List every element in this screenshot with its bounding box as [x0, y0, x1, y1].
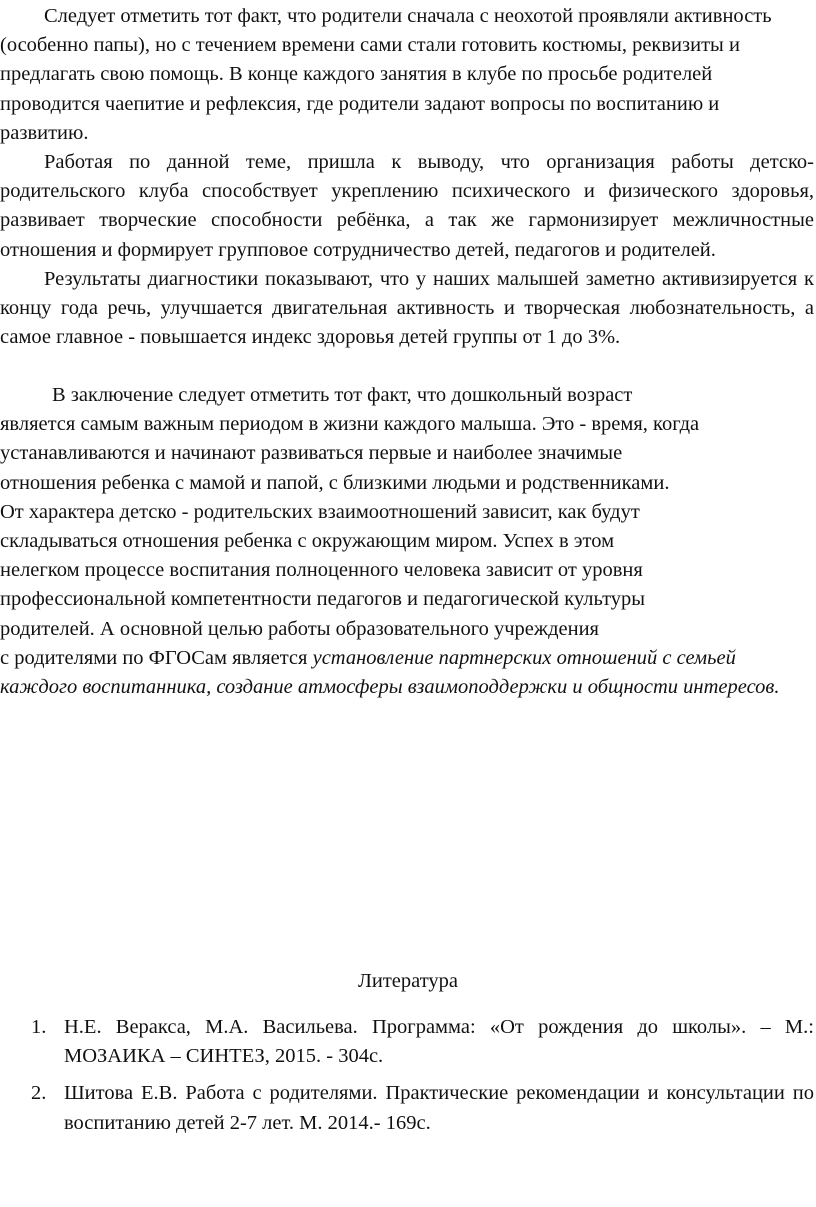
paragraph-club-conclusion: Работая по данной теме, пришла к выводу, что организация работы детско-родительского клуба способствует укреплению психического и физического здоровья, развивает творческие способности ребёнка, а так же гармонизирует межличностные отношения и формирует групповое сотрудничество детей, педагогов и родителей.	[0, 151, 814, 261]
conclusion-italic-text: установление партнерских отношений с семьей каждого воспитанника, создание атмосферы взаимоподдержки и общности интересов.	[0, 646, 780, 699]
literature-item-text: Шитова Е.В. Работа с родителями. Практические рекомендации и консультации по воспитанию детей 2-7 лет. М. 2014.- 169с.	[64, 1082, 814, 1134]
conclusion-line: В заключение следует отметить тот факт, что дошкольный возраст	[52, 384, 633, 406]
literature-item-number: 1.	[31, 1016, 47, 1038]
literature-list	[0, 1013, 816, 1146]
paragraph-parents-activity: Следует отметить тот факт, что родители сначала с неохотой проявляли активность (особенно папы), но с течением времени сами стали готовить костюмы, реквизиты и предлагать свою помощь. В конце каждого занятия в клубе по просьбе родителей проводится чаепитие и рефлексия, где родители задают вопросы по воспитанию и развитию.	[0, 5, 772, 144]
conclusion-plain-text: с родителями по ФГОСам является	[0, 646, 313, 669]
conclusion-line: устанавливаются и начинают развиваться первые и наиболее значимые	[0, 442, 623, 465]
conclusion-line: профессиональной компетентности педагогов и педагогической культуры	[0, 588, 646, 611]
paragraph-diagnostics-results: Результаты диагностики показывают, что у наших малышей заметно активизируется к концу года речь, улучшается двигательная активность и творческая любознательность, а самое главное - повышается индекс здоровья детей группы от 1 до 3%.	[0, 268, 814, 349]
conclusion-line: является самым важным периодом в жизни каждого малыша. Это - время, когда	[0, 413, 700, 436]
conclusion-last-lines	[0, 644, 790, 702]
literature-item	[0, 1079, 814, 1137]
conclusion-line: складываться отношения ребенка с окружающим миром. Успех в этом	[0, 530, 615, 553]
literature-item-text: Н.Е. Веракса, М.А. Васильева. Программа: «От рождения до школы». – М.: МОЗАИКА – СИНТЕЗ, 2015. - 304с.	[64, 1016, 814, 1068]
paragraph-final-conclusion	[0, 381, 814, 702]
literature-item-number: 2.	[31, 1082, 47, 1105]
conclusion-line: отношения ребенка с мамой и папой, с близкими людьми и родственниками.	[0, 471, 670, 494]
literature-title: Литература	[357, 970, 459, 992]
conclusion-line: нелегком процессе воспитания полноценного человека зависит от уровня	[0, 559, 643, 582]
conclusion-line: родителей. А основной целью работы образовательного учреждения	[0, 617, 599, 640]
conclusion-line: От характера детско - родительских взаимоотношений зависит, как будут	[0, 500, 640, 523]
literature-item	[0, 1013, 814, 1071]
